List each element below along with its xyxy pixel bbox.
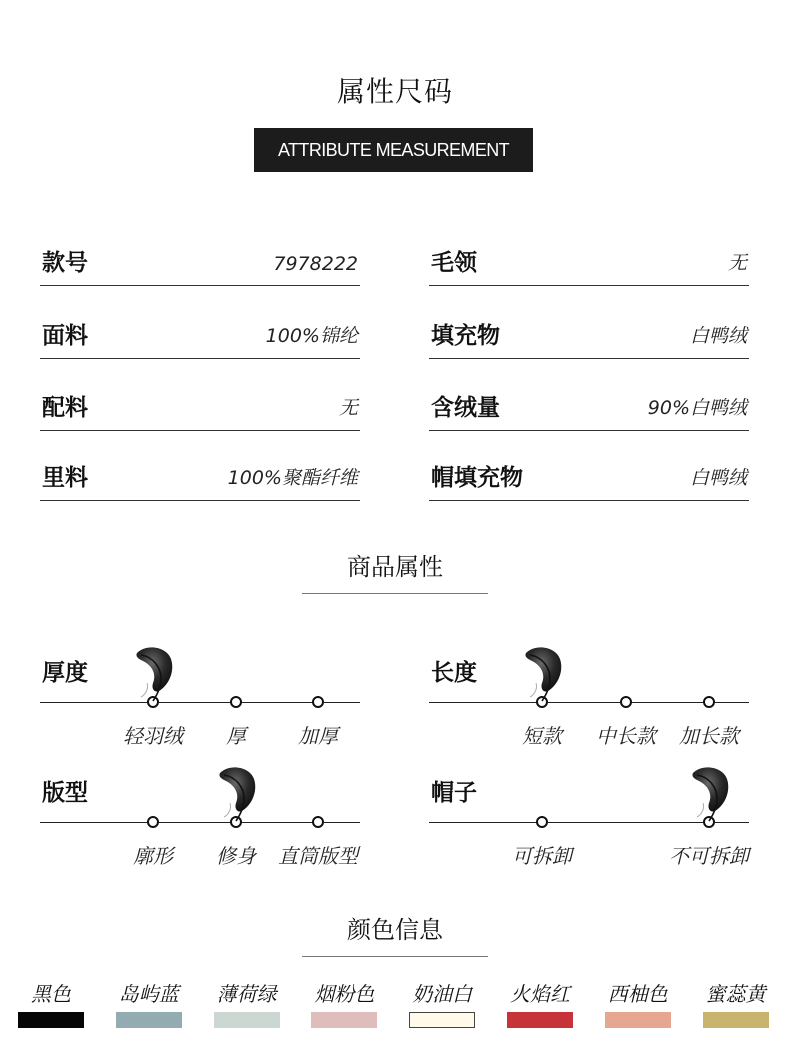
attribute-value: 无 <box>338 397 358 419</box>
attribute-row-down-content <box>429 385 749 431</box>
color-name: 薄荷绿 <box>216 982 277 1006</box>
feather-icon <box>214 765 260 827</box>
scale-option: 直筒版型 <box>278 844 358 868</box>
color-name: 西柚色 <box>607 982 668 1006</box>
feather-icon <box>520 645 566 707</box>
scale-option: 轻羽绒 <box>123 724 183 748</box>
page-title: 属性尺码 <box>336 75 453 108</box>
scale-dot <box>312 816 324 828</box>
color-name: 火焰红 <box>510 982 570 1006</box>
scale-track <box>429 702 749 703</box>
scale-label: 帽子 <box>431 780 477 806</box>
scale-option: 修身 <box>216 844 256 868</box>
scale-label: 长度 <box>431 660 477 686</box>
scale-option: 不可拆卸 <box>669 844 749 868</box>
scale-dot <box>230 696 242 708</box>
attribute-value: 7978222 <box>273 253 358 275</box>
attribute-label: 里料 <box>42 465 88 491</box>
attribute-value: 白鸭绒 <box>689 325 747 347</box>
attribute-value: 100%聚酯纤维 <box>227 467 358 489</box>
attribute-row-fur-collar <box>429 240 749 286</box>
attribute-value: 100%锦纶 <box>265 325 358 347</box>
attribute-label: 配料 <box>42 395 88 421</box>
attribute-label: 面料 <box>42 323 88 349</box>
feather-icon <box>131 645 177 707</box>
color-swatch <box>311 1012 377 1028</box>
section-divider <box>302 956 488 957</box>
attribute-value: 90%白鸭绒 <box>647 397 747 419</box>
attribute-label: 含绒量 <box>431 395 500 421</box>
attribute-value: 白鸭绒 <box>689 467 747 489</box>
color-swatch <box>18 1012 84 1028</box>
color-swatch <box>507 1012 573 1028</box>
attribute-measurement-banner: ATTRIBUTE MEASUREMENT <box>254 128 533 172</box>
scale-dot <box>147 816 159 828</box>
attribute-row-lining <box>40 455 360 501</box>
attribute-value: 无 <box>727 252 747 274</box>
color-swatch <box>409 1012 475 1028</box>
scale-dot <box>536 816 548 828</box>
color-swatch <box>116 1012 182 1028</box>
color-swatch <box>703 1012 769 1028</box>
attribute-row-fabric <box>40 313 360 359</box>
scale-label: 版型 <box>42 780 88 806</box>
section-title-properties: 商品属性 <box>347 553 443 581</box>
scale-dot <box>703 696 715 708</box>
scale-option: 可拆卸 <box>512 844 572 868</box>
scale-option: 厚 <box>226 724 246 748</box>
color-name: 奶油白 <box>412 982 473 1006</box>
attribute-row-filling <box>429 313 749 359</box>
color-name: 黑色 <box>31 982 71 1006</box>
attribute-row-hood-filling <box>429 455 749 501</box>
scale-option: 加厚 <box>298 724 338 748</box>
color-name: 烟粉色 <box>314 982 375 1006</box>
color-swatch <box>214 1012 280 1028</box>
scale-option: 廓形 <box>133 844 173 868</box>
attribute-label: 款号 <box>42 250 88 276</box>
scale-option: 加长款 <box>679 724 739 748</box>
section-divider <box>302 593 488 594</box>
scale-dot <box>312 696 324 708</box>
scale-option: 中长款 <box>596 724 656 748</box>
color-name: 岛屿蓝 <box>118 982 179 1006</box>
scale-label: 厚度 <box>42 660 88 686</box>
attribute-label: 毛领 <box>431 250 477 276</box>
scale-option: 短款 <box>522 724 562 748</box>
scale-dot <box>620 696 632 708</box>
color-swatch <box>605 1012 671 1028</box>
feather-icon <box>687 765 733 827</box>
attribute-row-style-number <box>40 240 360 286</box>
attribute-label: 填充物 <box>431 323 500 349</box>
color-name: 蜜蕊黄 <box>705 982 766 1006</box>
section-title-colors: 颜色信息 <box>347 916 443 944</box>
attribute-label: 帽填充物 <box>431 465 523 491</box>
attribute-row-trim <box>40 385 360 431</box>
